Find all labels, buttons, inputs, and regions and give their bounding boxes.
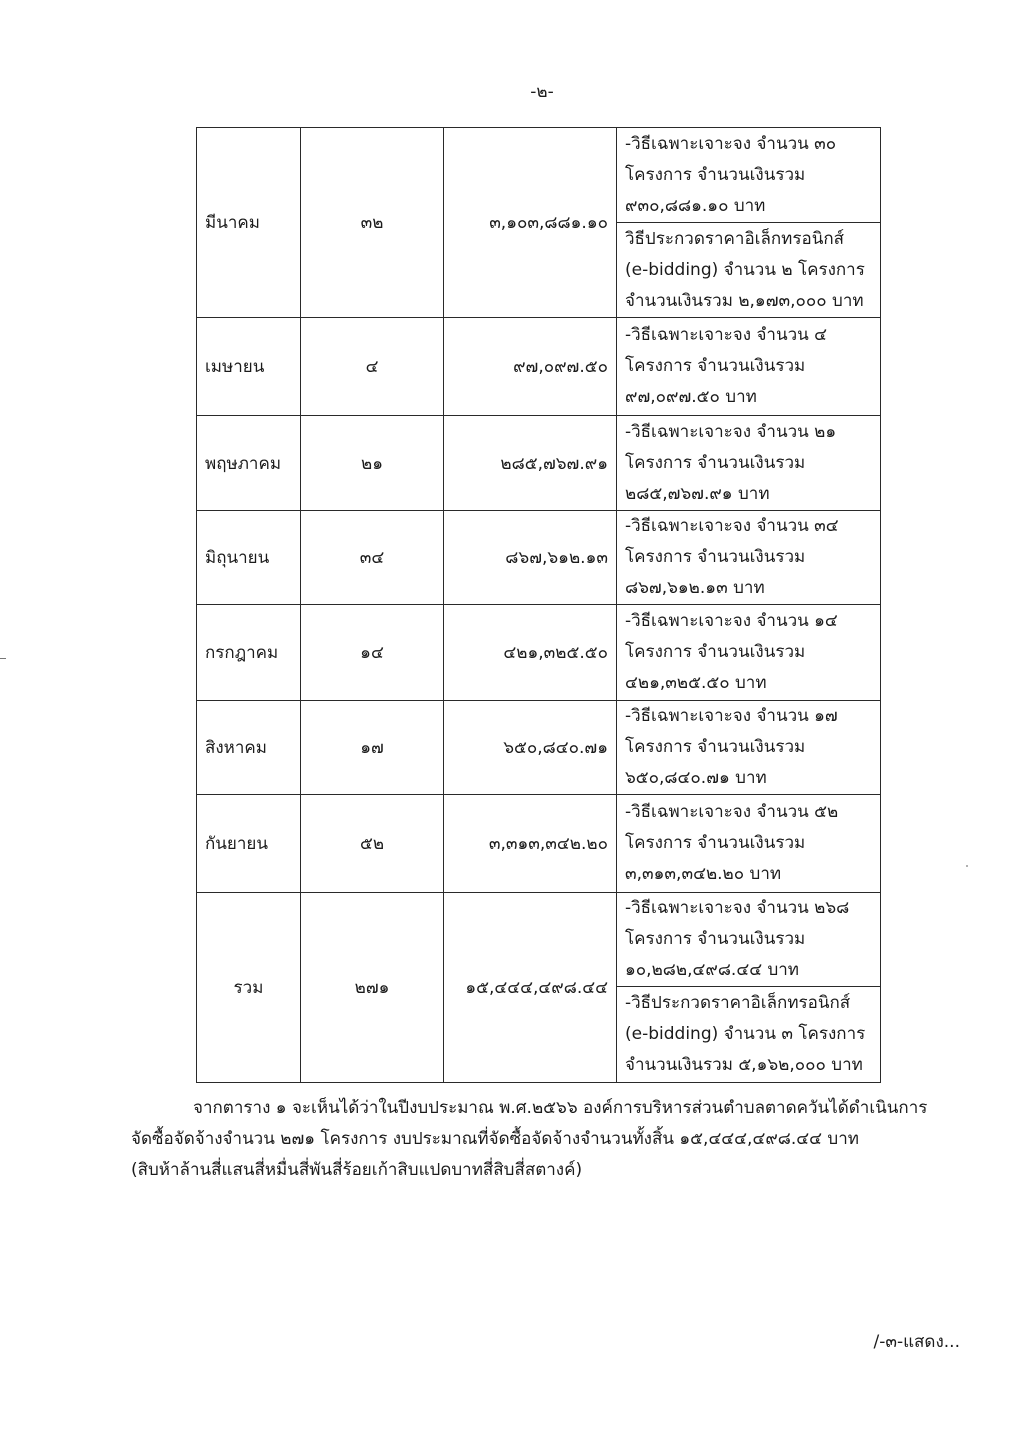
method-cell <box>617 701 881 795</box>
method-line: ๙๗,๐๙๗.๕๐ บาท <box>625 387 757 407</box>
month-cell: มิถุนายน <box>197 511 301 605</box>
summary-line-1: จากตาราง ๑ จะเห็นได้ว่าในปีงบประมาณ พ.ศ.๒๕๖๖ องค์การบริหารส่วนตำบลตาดควันได้ดำเนินการ <box>193 1098 928 1118</box>
summary-paragraph <box>131 1093 969 1186</box>
table-row-april <box>197 318 881 416</box>
method-cell <box>617 416 881 511</box>
table-row-july <box>197 605 881 701</box>
table-row-total <box>197 893 881 987</box>
page-number: -๒- <box>530 82 554 102</box>
amount-cell: ๒๘๕,๗๖๗.๙๑ <box>444 416 617 511</box>
count-cell: ๒๑ <box>301 416 444 511</box>
count-cell: ๔ <box>301 318 444 416</box>
method-line: (e-bidding) จำนวน ๒ โครงการ <box>625 259 865 280</box>
amount-cell: ๓,๓๑๓,๓๔๒.๒๐ <box>444 795 617 893</box>
method-line: -วิธีเฉพาะเจาะจง จำนวน ๓๐ <box>625 133 837 154</box>
table-row-september <box>197 795 881 893</box>
amount-cell: ๘๖๗,๖๑๒.๑๓ <box>444 511 617 605</box>
amount-cell: ๑๕,๔๔๔,๔๙๘.๔๔ <box>444 893 617 1083</box>
method-line: -วิธีเฉพาะเจาะจง จำนวน ๑๗ <box>625 706 838 726</box>
month-cell: กรกฎาคม <box>197 605 301 701</box>
method-line: โครงการ จำนวนเงินรวม <box>625 737 806 757</box>
method-line: โครงการ จำนวนเงินรวม <box>625 642 806 662</box>
month-cell: กันยายน <box>197 795 301 893</box>
month-cell: มีนาคม <box>197 128 301 318</box>
procurement-table <box>196 127 881 1083</box>
method-cell <box>617 511 881 605</box>
count-cell: ๑๗ <box>301 701 444 795</box>
method-line: -วิธีเฉพาะเจาะจง จำนวน ๓๔ <box>625 516 839 536</box>
amount-cell: ๖๕๐,๘๔๐.๗๑ <box>444 701 617 795</box>
count-cell: ๒๗๑ <box>301 893 444 1083</box>
month-cell: สิงหาคม <box>197 701 301 795</box>
method-cell <box>617 893 881 987</box>
method-cell <box>617 128 881 223</box>
table-row-august <box>197 701 881 795</box>
method-line: ๘๖๗,๖๑๒.๑๓ บาท <box>625 578 765 598</box>
method-line: โครงการ จำนวนเงินรวม <box>625 833 806 853</box>
count-cell: ๑๔ <box>301 605 444 701</box>
method-line: ๖๕๐,๘๔๐.๗๑ บาท <box>625 768 767 788</box>
next-page-marker: /-๓-แสดง... <box>873 1332 960 1352</box>
method-line: ๓,๓๑๓,๓๔๒.๒๐ บาท <box>625 864 782 884</box>
count-cell: ๓๒ <box>301 128 444 318</box>
method-line: จำนวนเงินรวม ๕,๑๖๒,๐๐๐ บาท <box>625 1055 863 1075</box>
method-line: -วิธีเฉพาะเจาะจง จำนวน ๕๒ <box>625 802 839 822</box>
month-cell: รวม <box>197 893 301 1083</box>
method-line: -วิธีเฉพาะเจาะจง จำนวน ๒๑ <box>625 421 837 442</box>
method-line: -วิธีประกวดราคาอิเล็กทรอนิกส์ <box>625 993 851 1013</box>
method-cell <box>617 987 881 1083</box>
method-line: วิธีประกวดราคาอิเล็กทรอนิกส์ <box>625 228 845 249</box>
summary-line-2: จัดซื้อจัดจ้างจำนวน ๒๗๑ โครงการ งบประมาณที่จัดซื้อจัดจ้างจำนวนทั้งสิ้น ๑๕,๔๔๔,๔๙๘.๔๔ บาท <box>131 1129 859 1149</box>
method-line: โครงการ จำนวนเงินรวม <box>625 356 806 376</box>
method-line: โครงการ จำนวนเงินรวม <box>625 164 806 185</box>
count-cell: ๕๒ <box>301 795 444 893</box>
method-cell <box>617 605 881 701</box>
month-cell: พฤษภาคม <box>197 416 301 511</box>
method-line: โครงการ จำนวนเงินรวม <box>625 929 806 949</box>
method-line: (e-bidding) จำนวน ๓ โครงการ <box>625 1024 866 1044</box>
method-line: ๔๒๑,๓๒๕.๕๐ บาท <box>625 673 767 693</box>
method-line: -วิธีเฉพาะเจาะจง จำนวน ๑๔ <box>625 611 838 631</box>
table-row-march <box>197 128 881 223</box>
method-line: โครงการ จำนวนเงินรวม <box>625 547 806 567</box>
scan-margin-mark <box>0 658 6 659</box>
method-line: -วิธีเฉพาะเจาะจง จำนวน ๒๖๘ <box>625 898 850 918</box>
table-row-may <box>197 416 881 511</box>
summary-line-3: (สิบห้าล้านสี่แสนสี่หมื่นสี่พันสี่ร้อยเก้าสิบแปดบาทสี่สิบสี่สตางค์) <box>131 1160 583 1180</box>
amount-cell: ๔๒๑,๓๒๕.๕๐ <box>444 605 617 701</box>
amount-cell: ๙๗,๐๙๗.๕๐ <box>444 318 617 416</box>
month-cell: เมษายน <box>197 318 301 416</box>
count-cell: ๓๔ <box>301 511 444 605</box>
method-line: ๑๐,๒๘๒,๔๙๘.๔๔ บาท <box>625 960 800 980</box>
method-cell <box>617 795 881 893</box>
method-cell <box>617 318 881 416</box>
table-row-june <box>197 511 881 605</box>
method-line: จำนวนเงินรวม ๒,๑๗๓,๐๐๐ บาท <box>625 290 864 311</box>
method-line: ๙๓๐,๘๘๑.๑๐ บาท <box>625 195 766 216</box>
method-line: ๒๘๕,๗๖๗.๙๑ บาท <box>625 483 770 504</box>
method-line: -วิธีเฉพาะเจาะจง จำนวน ๔ <box>625 325 828 345</box>
method-cell <box>617 223 881 318</box>
scan-dot <box>966 865 968 867</box>
amount-cell: ๓,๑๐๓,๘๘๑.๑๐ <box>444 128 617 318</box>
method-line: โครงการ จำนวนเงินรวม <box>625 452 806 473</box>
